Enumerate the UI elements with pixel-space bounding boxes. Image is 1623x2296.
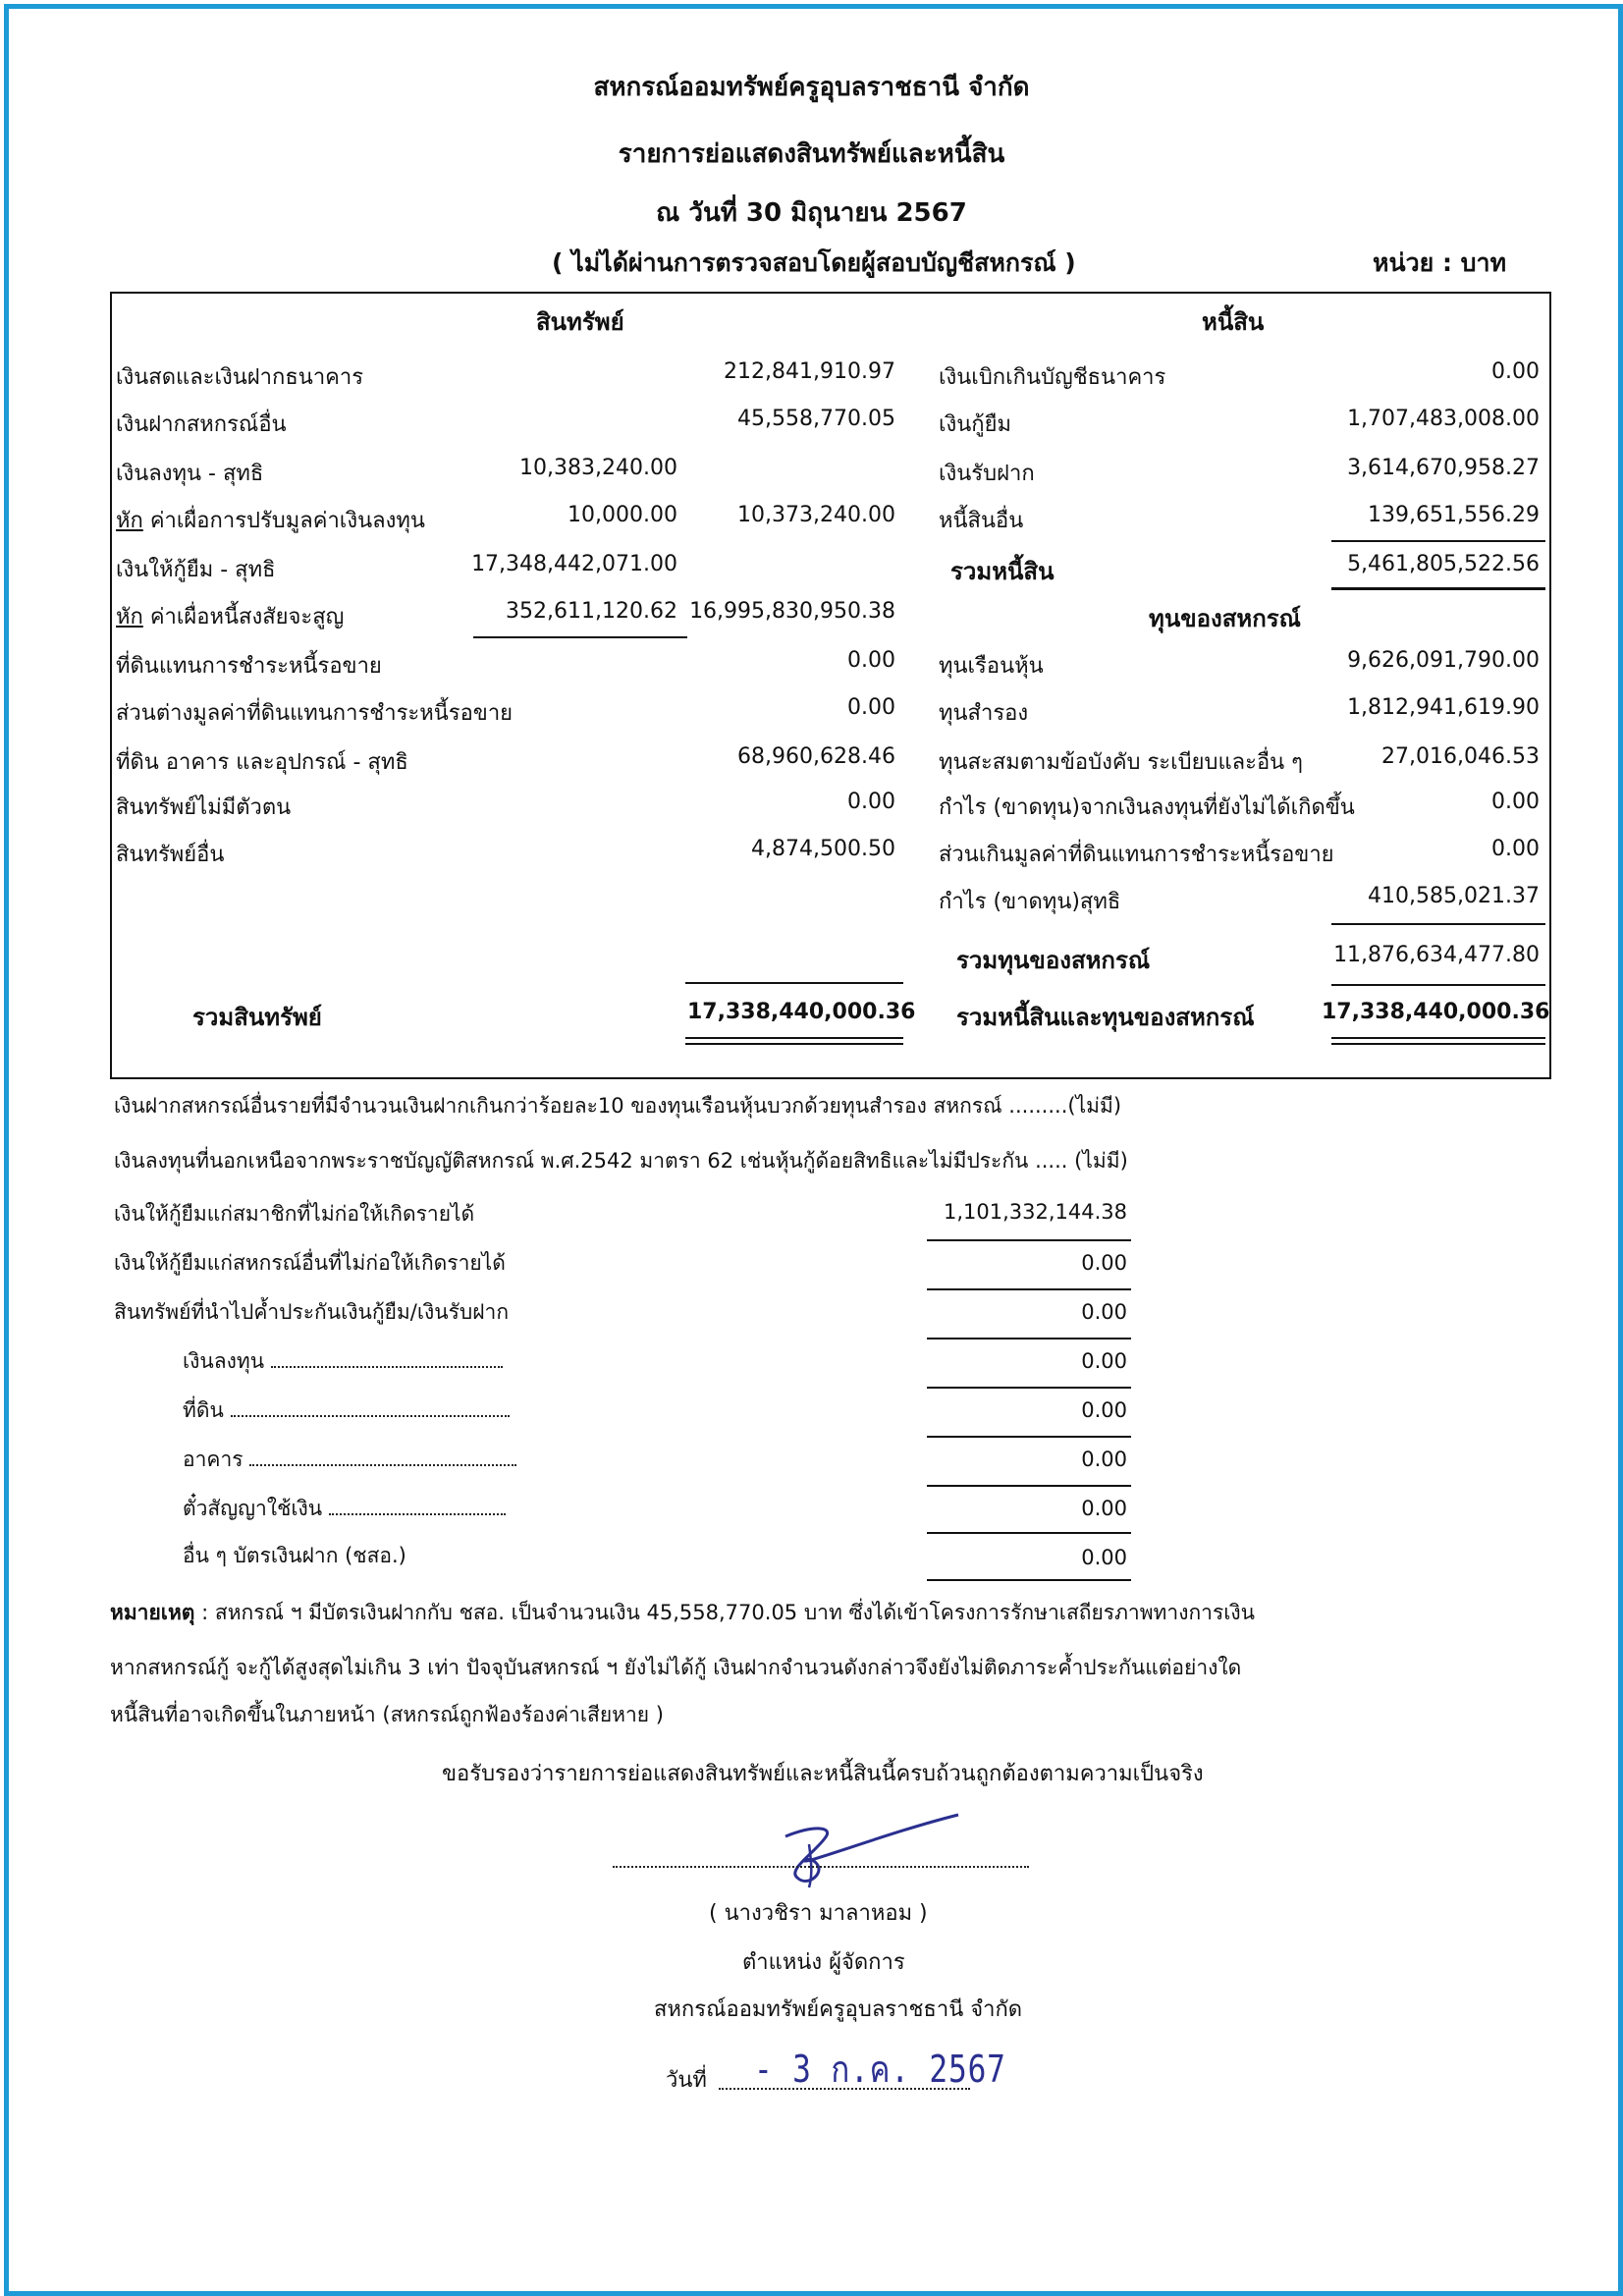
equity-value: 9,626,091,790.00: [1347, 648, 1540, 673]
assets-total-double-underline: [685, 1037, 903, 1045]
date-label: วันที่: [666, 2068, 707, 2093]
investment-note: เงินลงทุนที่นอกเหนือจากพระราชบัญญัติสหกรณ์ พ.ศ.2542 มาตรา 62 เช่นหุ้นกู้ด้อยสิทธิและไม่มีประกัน ..... (ไม่มี): [114, 1149, 1128, 1173]
asset-label: เงินลงทุน - สุทธิ: [116, 462, 264, 486]
asset-value: 45,558,770.05: [737, 407, 895, 431]
equity-value: 27,016,046.53: [1381, 744, 1540, 769]
equity-value: 0.00: [1491, 837, 1540, 861]
certification-statement: ขอรับรองว่ารายการย่อแสดงสินทรัพย์และหนี้สินนี้ครบถ้วนถูกต้องตามความเป็นจริง: [442, 1762, 1204, 1786]
equity-label: กำไร (ขาดทุน)สุทธิ: [939, 890, 1121, 914]
unit-label: หน่วย : บาท: [1373, 248, 1507, 277]
asset-value: 10,373,240.00: [737, 503, 895, 527]
org-name: สหกรณ์ออมทรัพย์ครูอุบลราชธานี จำกัด: [593, 73, 1030, 102]
audit-note: ( ไม่ได้ผ่านการตรวจสอบโดยผู้สอบบัญชีสหกรณ์ ): [552, 248, 1076, 277]
liability-value: 139,651,556.29: [1368, 503, 1540, 527]
liabilities-total-value: 5,461,805,522.56: [1347, 552, 1540, 576]
equity-heading: ทุนของสหกรณ์: [1149, 605, 1301, 632]
deposit-note: เงินฝากสหกรณ์อื่นรายที่มีจำนวนเงินฝากเกินกว่าร้อยละ10 ของทุนเรือนหุ้นบวกด้วยทุนสำรอง สหกรณ์ .........(ไม่มี): [114, 1094, 1122, 1118]
remark-line-2: หากสหกรณ์กู้ จะกู้ได้สูงสุดไม่เกิน 3 เท่า ปัจจุบันสหกรณ์ ฯ ยังไม่ได้กู้ เงินฝากจำนวนดังกล่าวจึงยังไม่ติดภาระค้ำประกันแต่อย่างใด: [110, 1656, 1242, 1679]
asset-label: ส่วนต่างมูลค่าที่ดินแทนการชำระหนี้รอขาย: [116, 701, 514, 726]
note-subitem-label: เงินลงทุน: [183, 1345, 503, 1378]
liability-label: เงินรับฝาก: [939, 462, 1035, 486]
asset-subvalue: 352,611,120.62: [506, 599, 677, 624]
asset-value: 0.00: [847, 790, 895, 814]
note-item-rule: [927, 1288, 1131, 1290]
note-item-value: 0.00: [1081, 1349, 1127, 1373]
deduct-prefix: หัก: [116, 605, 143, 629]
assets-heading: สินทรัพย์: [536, 308, 624, 336]
grand-total-label: รวมหนี้สินและทุนของสหกรณ์: [956, 1004, 1255, 1031]
signer-org: สหกรณ์ออมทรัพย์ครูอุบลราชธานี จำกัด: [654, 1997, 1023, 2022]
liabilities-total-underline: [1331, 587, 1545, 590]
grand-total-value: 17,338,440,000.36: [1322, 1000, 1550, 1024]
subtotal-underline: [473, 636, 687, 638]
equity-total-label: รวมทุนของสหกรณ์: [956, 947, 1151, 974]
grand-total-double-underline: [1331, 1037, 1545, 1045]
asset-subvalue: 10,383,240.00: [519, 456, 677, 480]
equity-label: กำไร (ขาดทุน)จากเงินลงทุนที่ยังไม่ได้เกิดขึ้น: [939, 795, 1355, 820]
liability-label: หนี้สินอื่น: [939, 509, 1024, 533]
liabilities-heading: หนี้สิน: [1202, 308, 1265, 336]
note-item-rule: [927, 1239, 1131, 1241]
asset-value: 4,874,500.50: [751, 837, 895, 861]
note-item-rule: [927, 1436, 1131, 1438]
note-item-value: 0.00: [1081, 1251, 1127, 1275]
report-date: ณ วันที่ 30 มิถุนายน 2567: [656, 198, 967, 228]
note-subitem-label: ที่ดิน: [183, 1394, 510, 1427]
asset-label: สินทรัพย์ไม่มีตัวตน: [116, 795, 292, 820]
asset-label: เงินให้กู้ยืม - สุทธิ: [116, 558, 276, 582]
liability-value: 3,614,670,958.27: [1347, 456, 1540, 480]
signature-mark: [727, 1805, 962, 1893]
equity-label: ทุนสะสมตามข้อบังคับ ระเบียบและอื่น ๆ: [939, 750, 1304, 775]
asset-label: ที่ดินแทนการชำระหนี้รอขาย: [116, 654, 382, 679]
equity-total-value: 11,876,634,477.80: [1333, 943, 1540, 967]
remark-line-3: หนี้สินที่อาจเกิดขึ้นในภายหน้า (สหกรณ์ถูกฟ้องร้องค่าเสียหาย ): [110, 1703, 664, 1726]
remark-line-1: หมายเหตุ : สหกรณ์ ฯ มีบัตรเงินฝากกับ ชสอ. เป็นจำนวนเงิน 45,558,770.05 บาท ซึ่งได้เข้าโครงการรักษาเสถียรภาพทางการเงิน: [110, 1601, 1256, 1624]
equity-total-underline: [1331, 984, 1545, 986]
note-item-label: เงินให้กู้ยืมแก่สมาชิกที่ไม่ก่อให้เกิดรายได้: [114, 1202, 475, 1226]
date-stamp: - 3 ก.ค. 2567: [754, 2048, 1006, 2091]
note-subitem-label: ตั๋วสัญญาใช้เงิน: [183, 1493, 506, 1525]
note-item-rule: [927, 1338, 1131, 1339]
note-item-rule: [927, 1387, 1131, 1389]
signer-name: ( นางวชิรา มาลาหอม ): [709, 1901, 928, 1926]
deduct-prefix: หัก: [116, 509, 143, 533]
equity-label: ส่วนเกินมูลค่าที่ดินแทนการชำระหนี้รอขาย: [939, 843, 1334, 867]
liability-label: เงินกู้ยืม: [939, 412, 1012, 437]
equity-label: ทุนสำรอง: [939, 701, 1029, 726]
note-item-value: 0.00: [1081, 1398, 1127, 1422]
note-subitem-label: อื่น ๆ บัตรเงินฝาก (ชสอ.): [183, 1544, 406, 1567]
note-item-value: 0.00: [1081, 1448, 1127, 1471]
note-item-rule: [927, 1532, 1131, 1534]
signature-line: [613, 1866, 1029, 1868]
note-item-label: สินทรัพย์ที่นำไปค้ำประกันเงินกู้ยืม/เงินรับฝาก: [114, 1300, 510, 1324]
asset-value: 0.00: [847, 648, 895, 673]
note-item-value: 1,101,332,144.38: [943, 1200, 1127, 1224]
assets-total-topline: [685, 982, 903, 984]
asset-subvalue: 17,348,442,071.00: [471, 552, 677, 576]
liability-value: 0.00: [1491, 359, 1540, 384]
equity-label: ทุนเรือนหุ้น: [939, 654, 1044, 679]
asset-label: สินทรัพย์อื่น: [116, 843, 225, 867]
signer-position: ตำแหน่ง ผู้จัดการ: [742, 1950, 905, 1975]
equity-value: 410,585,021.37: [1368, 884, 1540, 908]
liabilities-total-label: รวมหนี้สิน: [950, 558, 1055, 585]
assets-total-value: 17,338,440,000.36: [687, 1000, 916, 1024]
asset-subvalue: 10,000.00: [568, 503, 677, 527]
liability-label: เงินเบิกเกินบัญชีธนาคาร: [939, 365, 1166, 390]
asset-label: หัก ค่าเผื่อการปรับมูลค่าเงินลงทุน: [116, 509, 425, 533]
note-item-label: เงินให้กู้ยืมแก่สหกรณ์อื่นที่ไม่ก่อให้เกิดรายได้: [114, 1251, 506, 1275]
note-item-rule: [927, 1485, 1131, 1487]
note-item-value: 0.00: [1081, 1546, 1127, 1569]
asset-value: 0.00: [847, 695, 895, 720]
asset-value: 212,841,910.97: [724, 359, 895, 384]
note-item-value: 0.00: [1081, 1300, 1127, 1324]
liabilities-total-topline: [1331, 540, 1545, 542]
equity-value: 1,812,941,619.90: [1347, 695, 1540, 720]
asset-label: เงินฝากสหกรณ์อื่น: [116, 412, 287, 437]
equity-value: 0.00: [1491, 790, 1540, 814]
note-item-value: 0.00: [1081, 1497, 1127, 1520]
liability-value: 1,707,483,008.00: [1347, 407, 1540, 431]
asset-value: 68,960,628.46: [737, 744, 895, 769]
remark-label: หมายเหตุ: [110, 1601, 195, 1624]
equity-total-topline: [1331, 923, 1545, 925]
note-subitem-label: อาคาร: [183, 1444, 516, 1476]
report-title: รายการย่อแสดงสินทรัพย์และหนี้สิน: [618, 139, 1005, 169]
asset-value: 16,995,830,950.38: [689, 599, 895, 624]
note-item-rule: [927, 1579, 1131, 1581]
assets-total-label: รวมสินทรัพย์: [192, 1004, 322, 1031]
asset-label: หัก ค่าเผื่อหนี้สงสัยจะสูญ: [116, 605, 345, 629]
asset-label: เงินสดและเงินฝากธนาคาร: [116, 365, 364, 390]
asset-label: ที่ดิน อาคาร และอุปกรณ์ - สุทธิ: [116, 750, 408, 775]
